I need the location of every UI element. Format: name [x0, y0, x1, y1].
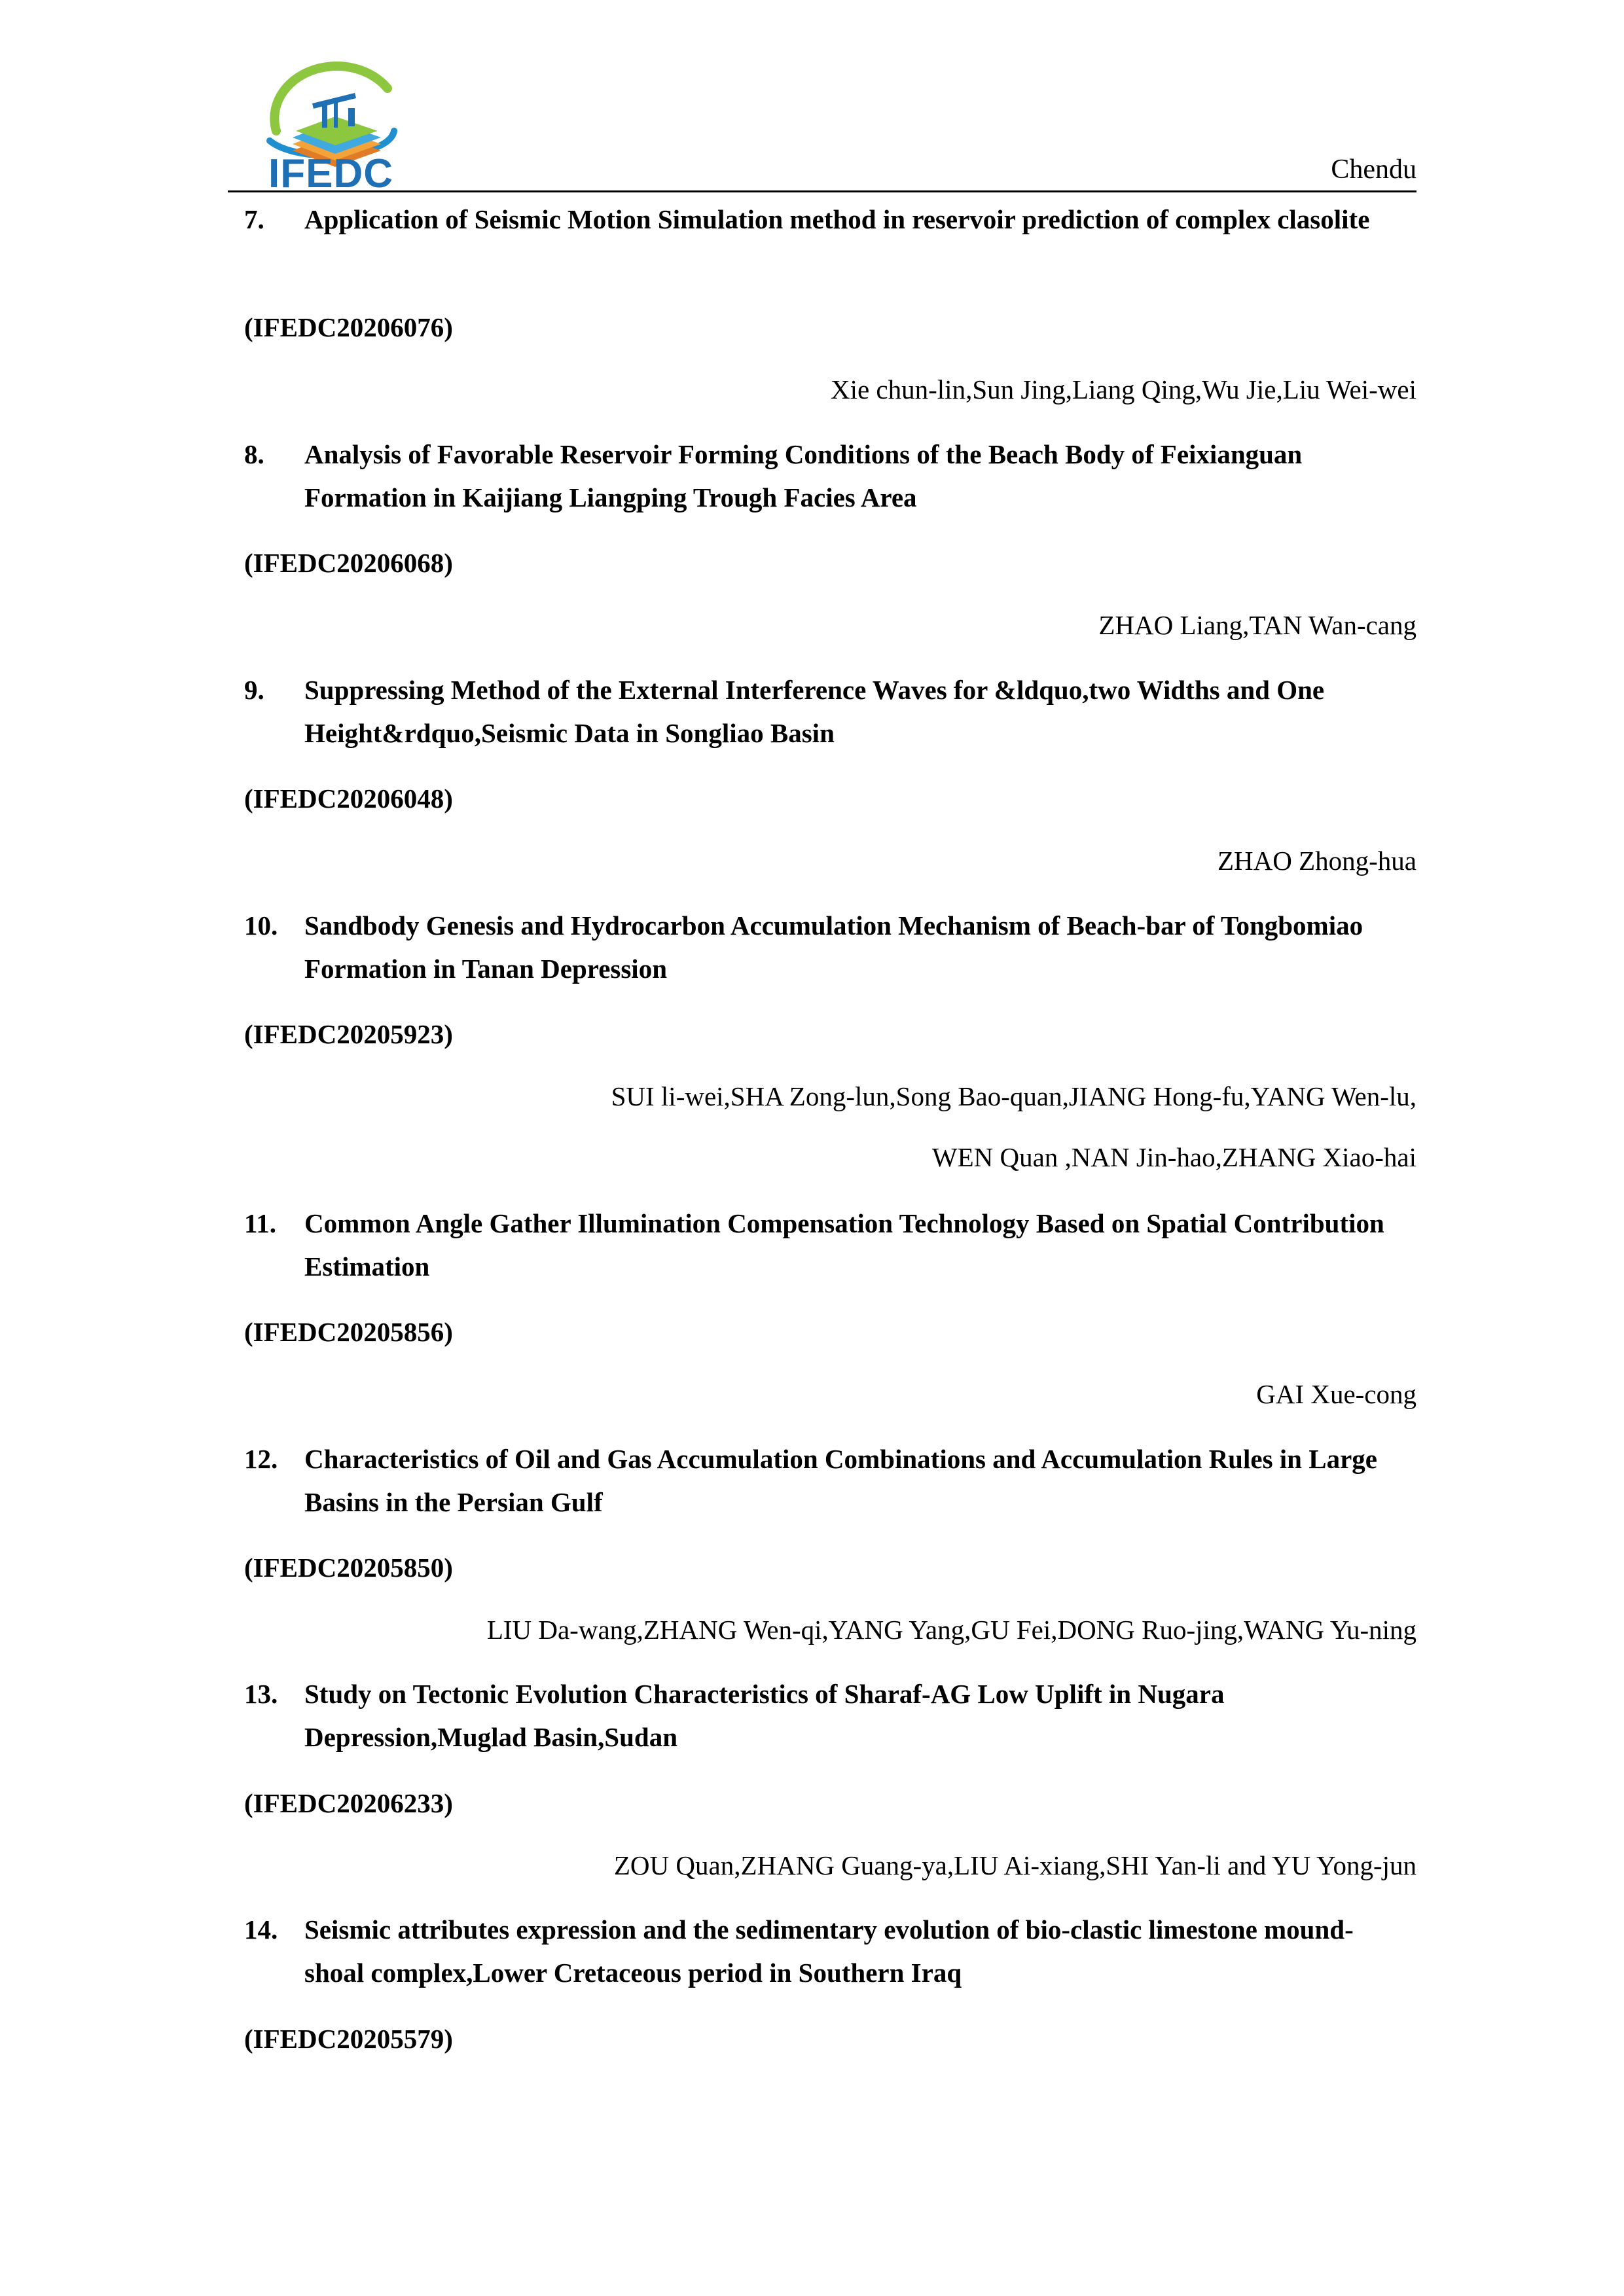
item-number: 14. [244, 1914, 278, 1945]
paper-title [244, 1908, 1396, 1994]
paper-title [244, 1202, 1396, 1288]
item-number: 8. [244, 439, 264, 469]
paper-id: (IFEDC20205856) [244, 1317, 453, 1347]
paper-title [244, 433, 1396, 519]
item-number: 13. [244, 1679, 278, 1709]
title-text: Suppressing Method of the External Interference Waves for &ldquo,two Widths and One Height&rdquo,Seismic Data in Songliao Basin [304, 675, 1325, 748]
item-number: 11. [244, 1208, 276, 1238]
item-number: 7. [244, 204, 264, 234]
paper-id: (IFEDC20206233) [244, 1788, 453, 1818]
paper-title [244, 1672, 1396, 1759]
paper-authors: Xie chun-lin,Sun Jing,Liang Qing,Wu Jie,Liu Wei-wei [830, 374, 1416, 404]
paper-id: (IFEDC20205923) [244, 1019, 453, 1049]
paper-authors: SUI li-wei,SHA Zong-lun,Song Bao-quan,JIANG Hong-fu,YANG Wen-lu, [611, 1081, 1416, 1111]
paper-id: (IFEDC20206076) [244, 312, 453, 342]
paper-authors: ZOU Quan,ZHANG Guang-ya,LIU Ai-xiang,SHI Yan-li and YU Yong-jun [613, 1850, 1416, 1880]
title-text: Application of Seismic Motion Simulation method in reservoir prediction of complex clasolite [304, 204, 1370, 234]
paper-authors: GAI Xue-cong [1256, 1379, 1416, 1409]
title-text: Common Angle Gather Illumination Compensation Technology Based on Spatial Contribution Estimation [304, 1208, 1384, 1282]
logo-wordmark: IFEDC [268, 151, 393, 196]
paper-authors: ZHAO Liang,TAN Wan-cang [1098, 610, 1416, 640]
title-text: Study on Tectonic Evolution Characteristics of Sharaf-AG Low Uplift in Nugara Depression,Muglad Basin,Sudan [304, 1679, 1225, 1752]
paper-authors: LIU Da-wang,ZHANG Wen-qi,YANG Yang,GU Fei,DONG Ruo-jing,WANG Yu-ning [486, 1615, 1416, 1645]
item-number: 10. [244, 910, 278, 941]
paper-title [244, 1437, 1396, 1524]
paper-id: (IFEDC20205850) [244, 1552, 453, 1583]
paper-authors-continued: WEN Quan ,NAN Jin-hao,ZHANG Xiao-hai [931, 1142, 1416, 1172]
item-number: 12. [244, 1444, 278, 1474]
paper-title [244, 904, 1396, 990]
paper-title [244, 198, 1396, 241]
title-text: Analysis of Favorable Reservoir Forming Conditions of the Beach Body of Feixianguan Formation in Kaijiang Liangping Trough Facies Area [304, 439, 1303, 512]
paper-title [244, 668, 1396, 755]
header-divider [228, 190, 1416, 192]
paper-authors: ZHAO Zhong-hua [1217, 846, 1416, 876]
item-number: 9. [244, 675, 264, 705]
paper-id: (IFEDC20205579) [244, 2024, 453, 2054]
title-text: Seismic attributes expression and the sedimentary evolution of bio-clastic limestone mound-shoal complex,Lower Cretaceous period in Southern Iraq [304, 1914, 1354, 1988]
ifedc-logo [257, 52, 414, 196]
title-text: Sandbody Genesis and Hydrocarbon Accumulation Mechanism of Beach-bar of Tongbomiao Formation in Tanan Depression [304, 910, 1363, 984]
title-text: Characteristics of Oil and Gas Accumulation Combinations and Accumulation Rules in Large Basins in the Persian Gulf [304, 1444, 1377, 1517]
paper-id: (IFEDC20206048) [244, 783, 453, 814]
header-city: Chendu [1331, 154, 1416, 185]
paper-id: (IFEDC20206068) [244, 548, 453, 578]
